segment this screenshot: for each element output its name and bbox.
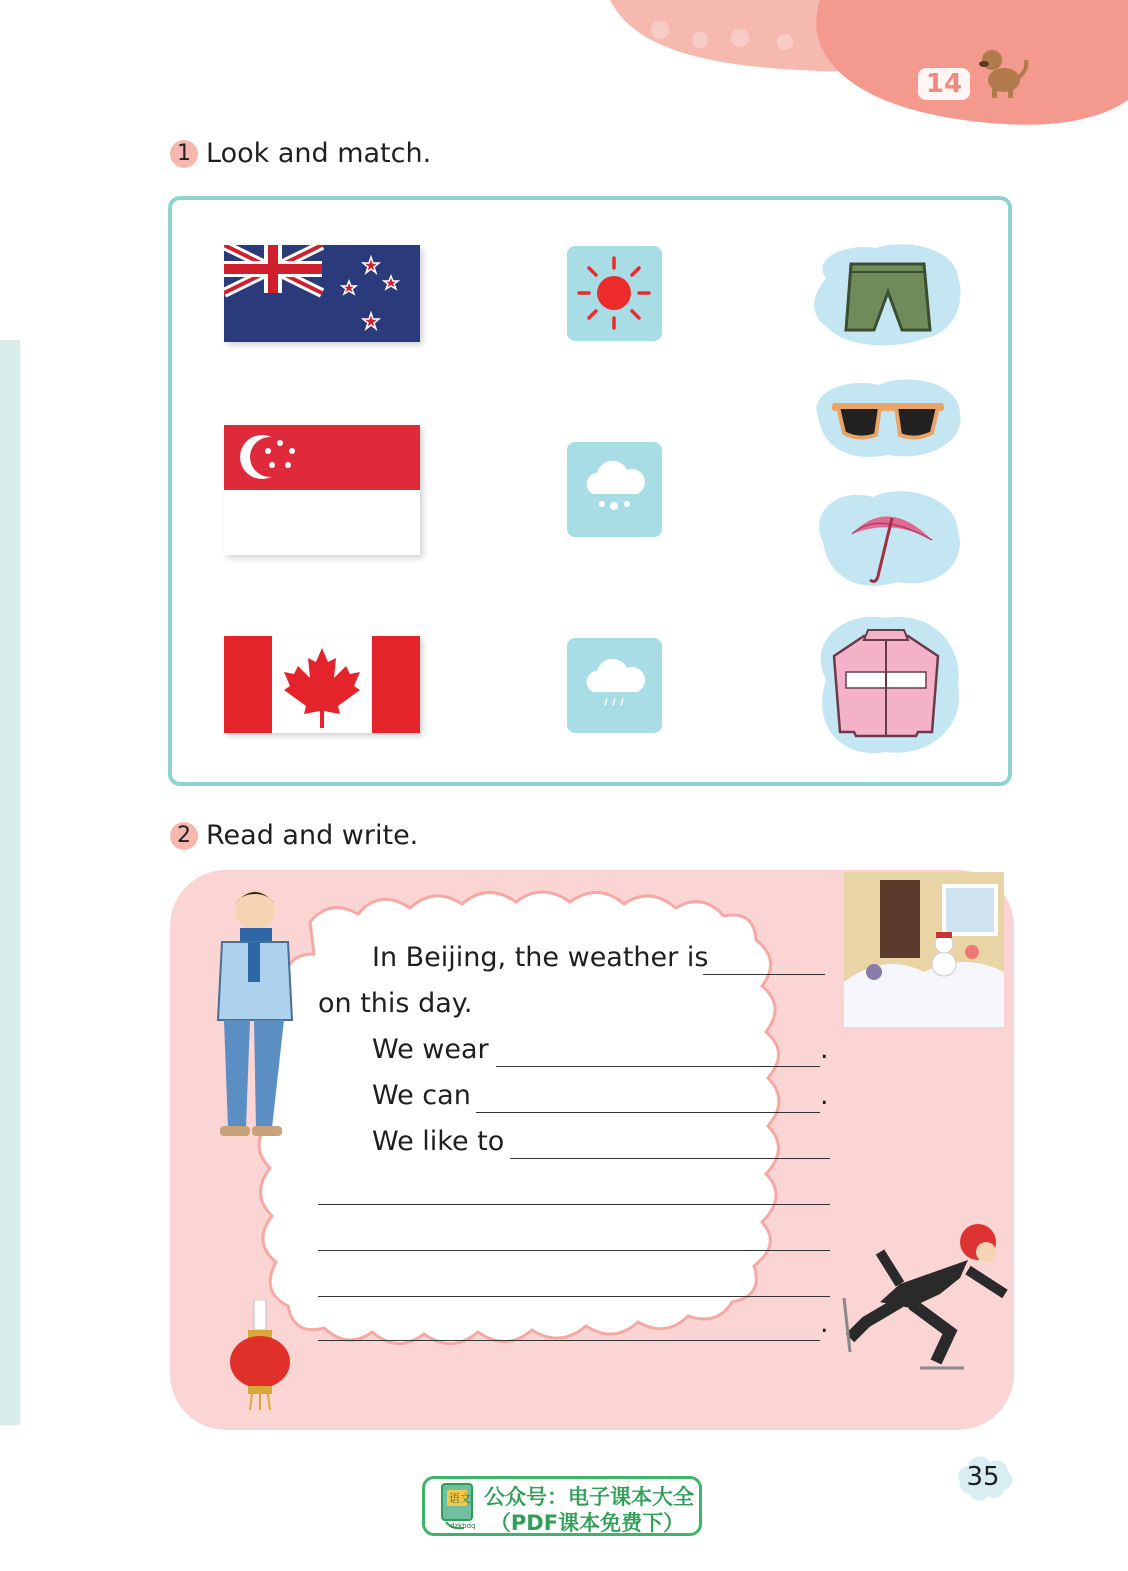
- section-1-label: Look and match.: [206, 138, 432, 169]
- blank-we-can[interactable]: [476, 1112, 820, 1113]
- umbrella-item[interactable]: [808, 482, 966, 594]
- unit-number: 14: [925, 69, 963, 99]
- sun-icon: [567, 246, 662, 341]
- section-2-title: [170, 820, 418, 851]
- section-1-number: 1: [170, 140, 198, 168]
- watermark-line-2: （PDF课本免费下）: [489, 1511, 685, 1535]
- blank-line-3[interactable]: [318, 1296, 830, 1297]
- lantern-icon: [228, 1300, 292, 1410]
- blank-we-wear[interactable]: [496, 1066, 820, 1067]
- skater-illustration: [840, 1212, 1015, 1382]
- shorts-item[interactable]: [806, 238, 966, 350]
- canada-flag[interactable]: [224, 636, 420, 733]
- jacket-item[interactable]: [806, 610, 966, 760]
- period: .: [820, 1308, 829, 1339]
- page-number: 35: [966, 1462, 1000, 1492]
- margin-strip: [0, 340, 20, 1425]
- boy-illustration: [200, 880, 300, 1142]
- rain-cloud-icon: [567, 638, 662, 733]
- watermark-line-1: 公众号：电子课本大全: [484, 1485, 694, 1509]
- new-zealand-flag[interactable]: [224, 245, 420, 342]
- rainy-tile[interactable]: [567, 638, 662, 733]
- sunny-tile[interactable]: [567, 246, 662, 341]
- sentence-on-this-day: on this day.: [318, 988, 473, 1019]
- blank-line-1[interactable]: [318, 1204, 830, 1205]
- section-2-label: Read and write.: [206, 820, 419, 851]
- sentence-we-wear: We wear: [372, 1034, 489, 1065]
- section-1-title: [170, 138, 431, 169]
- blank-line-4[interactable]: [318, 1340, 820, 1341]
- page-number-badge: [950, 1452, 1016, 1502]
- snow-cloud-icon: [567, 442, 662, 537]
- jacket-icon: [834, 630, 938, 736]
- sentence-we-like-to: We like to: [372, 1126, 505, 1157]
- book-icon-small-label: dzkbdq: [450, 1522, 476, 1530]
- period: .: [820, 1034, 829, 1065]
- snow-scene-picture: [844, 872, 1004, 1027]
- section-2-number: 2: [170, 822, 198, 850]
- header-decoration: [600, 0, 1128, 140]
- sentence-weather: In Beijing, the weather is: [372, 942, 709, 973]
- snowy-tile[interactable]: [567, 442, 662, 537]
- blank-we-like-to[interactable]: [510, 1158, 830, 1159]
- book-icon-label: 语文: [449, 1492, 471, 1505]
- sunglasses-item[interactable]: [808, 367, 966, 467]
- sentence-we-can: We can: [372, 1080, 471, 1111]
- blank-weather[interactable]: [703, 974, 825, 975]
- blank-line-2[interactable]: [318, 1250, 830, 1251]
- singapore-flag[interactable]: [224, 425, 420, 555]
- period: .: [820, 1080, 829, 1111]
